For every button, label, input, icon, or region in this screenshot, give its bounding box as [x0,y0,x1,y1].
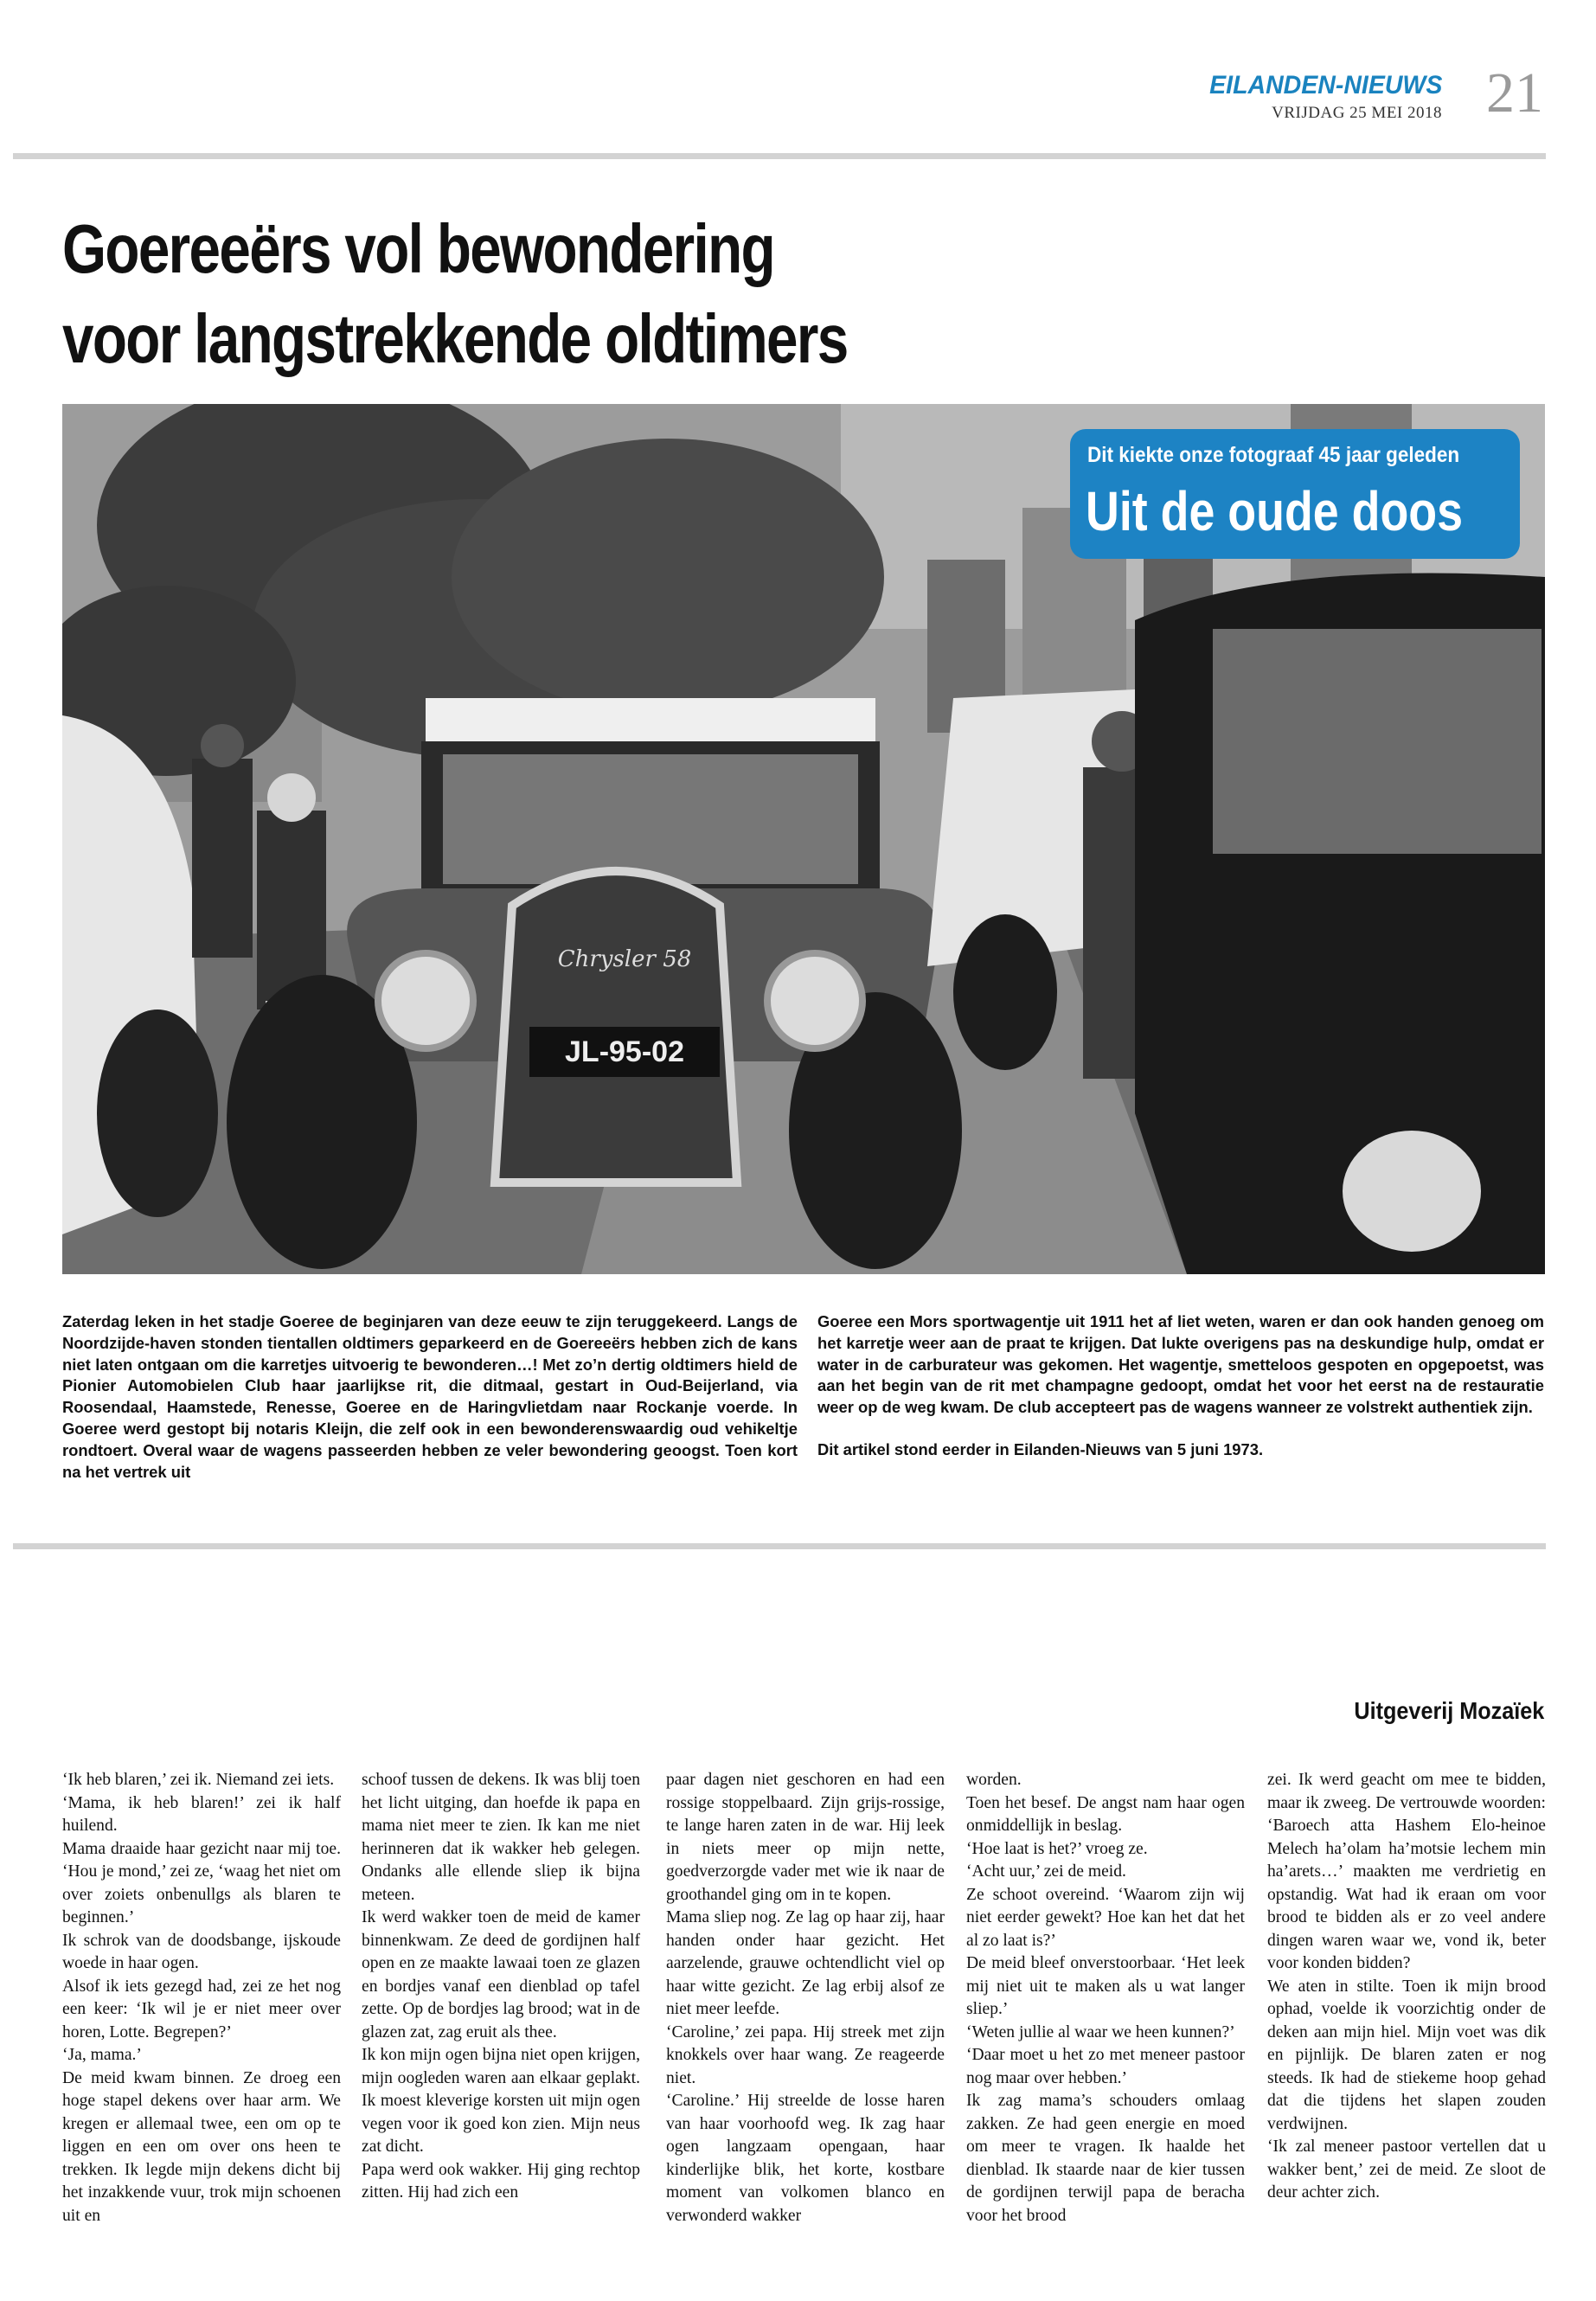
badge-subtitle: Dit kiekte onze fotograaf 45 jaar geleden [1087,443,1460,467]
article-headline [62,204,1268,384]
license-plate: JL-95-02 [565,1035,684,1068]
publisher-credit: Uitgeverij Mozaïek [1354,1697,1544,1724]
badge-title: Uit de oude doos [1086,480,1464,542]
caption-left [62,1311,798,1483]
headline-line-1: Goereeërs vol bewondering [62,210,774,287]
caption-note: Dit artikel stond eerder in Eilanden-Nieuws van 5 juni 1973. [817,1439,1264,1458]
headline-line-2: voor langstrekkende oldtimers [62,300,848,377]
serial-column-2: schoof tussen de dekens. Ik was blij toen het licht uitging, dan hoefde ik papa en mama niet meer te zien. Ik kan me niet herinneren dat ik wakker heb gelegen. Ondanks alle ellende sliep ik bijna meteen. Ik werd wakker toen de meid de kamer binnenkwam. Ze deed de gordijnen half open en ze maakte lawaai toen ze glazen en bordjes vanaf een dienblad op tafel zette. Op de bordjes lag brood; wat in de glazen zat, zag eruit als thee. Ik kon mijn ogen bijna niet open krijgen, mijn oogleden waren aan elkaar geplakt. Ik moest kleverige korsten uit mijn ogen vegen voor ik goed kon zien. Mijn neus zat dicht. Papa werd ook wakker. Hij ging rechtop zitten. Hij had zich een [362,1771,640,2202]
top-divider [13,153,1546,159]
serial-column-1: ‘Ik heb blaren,’ zei ik. Niemand zei iets. ‘Mama, ik heb blaren!’ zei ik half huilend. Mama draaide haar gezicht naar mij toe. ‘Hou je mond,’ zei ze, ‘waag het niet om over zoiets onbenullgs als blaren te beginnen.’ Ik schrok van de doodsbange, ijskoude woede in haar ogen. Alsof ik iets gezegd had, zei ze het nog een keer: ‘Ik wil je er niet meer over horen, Lotte. Begrepen?’ ‘Ja, mama.’ De meid kwam binnen. Ze droeg een hoge stapel dekens over haar arm. We kregen er allemaal twee, een om op te liggen en een om over ons heen te trekken. Ik legde mijn dekens dicht bij het inzakkende vuur, trok mijn schoenen uit en [62,1771,341,2225]
serial-column-5: zei. Ik werd geacht om mee te bidden, maar ik zweeg. De vertrouwde woorden: ‘Baroech atta Hashem Elo-heinoe Melech ha’olam ha’motsie lechem min ha’arets…’ maakten me verdrietig en opstandig. Wat had ik eraan om voor brood te bidden als er zo veel andere dingen waren waar we, vond ik, beter voor konden bidden? We aten in stilte. Toen ik mijn brood ophad, voelde ik voorzichtig onder de deken aan mijn hiel. Mijn voet was dik en pijnlijk. De blaren zaten er nog steeds. Ik had de stiekeme hoop gehad dat die tijdens het slapen zouden verdwijnen. ‘Ik zal meneer pastoor vertellen dat u wakker bent,’ zei de meid. Ze sloot de deur achter zich. [1267,1771,1546,2202]
masthead [1197,71,1442,123]
serial-column-3: paar dagen niet geschoren en had een rossige stoppelbaard. Zijn grijs-rossige, te lange haren zaten in de war. Hij leek in niets meer op mijn nette, goedverzorgde vader met wie ik naar de groothandel ging om in te kopen. Mama sliep nog. Ze lag op haar zij, haar handen onder haar gezicht. Het aarzelende, grauwe ochtendlicht viel op haar witte gezicht. Ze lag erbij alsof ze niet meer leefde. ‘Caroline,’ zei papa. Hij streek met zijn knokkels over haar wang. Ze reageerde niet. ‘Caroline.’ Hij streelde de losse haren van haar voorhoofd weg. Ik zag haar ogen langzaam opengaan, haar kinderlijke blik, het korte, kostbare moment van volkomen blanco en verwonderd wakker [666,1771,945,2225]
caption-right-text: Goeree een Mors sportwagentje uit 1911 het af liet weten, waren er dan ook handen genoeg om het karretje weer aan de praat te krijgen. Dat lukte overigens pas na deskundige hulp, omdat er water in de carburateur was gekomen. Het wagentje, smetteloos gespoten en opgepoetst, was aan het begin van de rit met champagne gedoopt, omdat het voor het eerst na de restauratie weer op de weg kwam. De club accepteert pas de wagens wanneer ze volstrekt authentiek zijn. [817,1312,1544,1417]
page-number: 21 [1486,61,1543,125]
issue-date: VRIJDAG 25 MEI 2018 [1272,104,1442,122]
rubric-badge [1070,429,1520,559]
serial-column-4: worden. Toen het besef. De angst nam haar ogen onmiddellijk in beslag. ‘Hoe laat is het?’ vroeg ze. ‘Acht uur,’ zei de meid. Ze schoot overeind. ‘Waarom zijn wij niet eerder gewekt? Hoe kan het dat het al zo laat is?’ De meid bleef onverstoorbaar. ‘Het leek mij niet uit te maken als u wat langer sliep.’ ‘Weten jullie al waar we heen kunnen?’ ‘Daar moet u het zo met meneer pastoor nog maar over hebben.’ Ik zag mama’s schouders omlaag zakken. Ze had geen energie en moed om meer te vragen. Ik haalde het dienblad. Ik staarde naar de kier tussen de gordijnen terwijl papa de beracha voor het brood [966,1771,1245,2225]
caption-left-text: Zaterdag leken in het stadje Goeree de beginjaren van deze eeuw te zijn teruggekeerd. Langs de Noordzijde-haven stonden tientallen oldtimers geparkeerd en de Goereeërs hebben zich de kans niet laten ontgaan om die karretjes uitvoerig te bewonderen…! Met zo’n dertig oldtimers hield de Pionier Automobielen Club haar jaarlijkse rit, die ditmaal, gestart in Oud-Beijerland, via Roosendaal, Haamstede, Renesse, Goeree en de Haringvlietdam naar Rockanje voerde. In Goeree werd gestopt bij notaris Kleijn, die zelf ook in een bewonderenswaardig oud vehikeltje rondtoert. Overal waar de wagens passeerden hebben ze veler bewondering geoogst. Toen kort na het vertrek uit [62,1312,798,1481]
newspaper-title: EILANDEN-NIEUWS [1208,71,1442,99]
caption-right [817,1311,1544,1461]
radiator-script: Chrysler 58 [557,946,692,972]
middle-divider [13,1543,1546,1549]
